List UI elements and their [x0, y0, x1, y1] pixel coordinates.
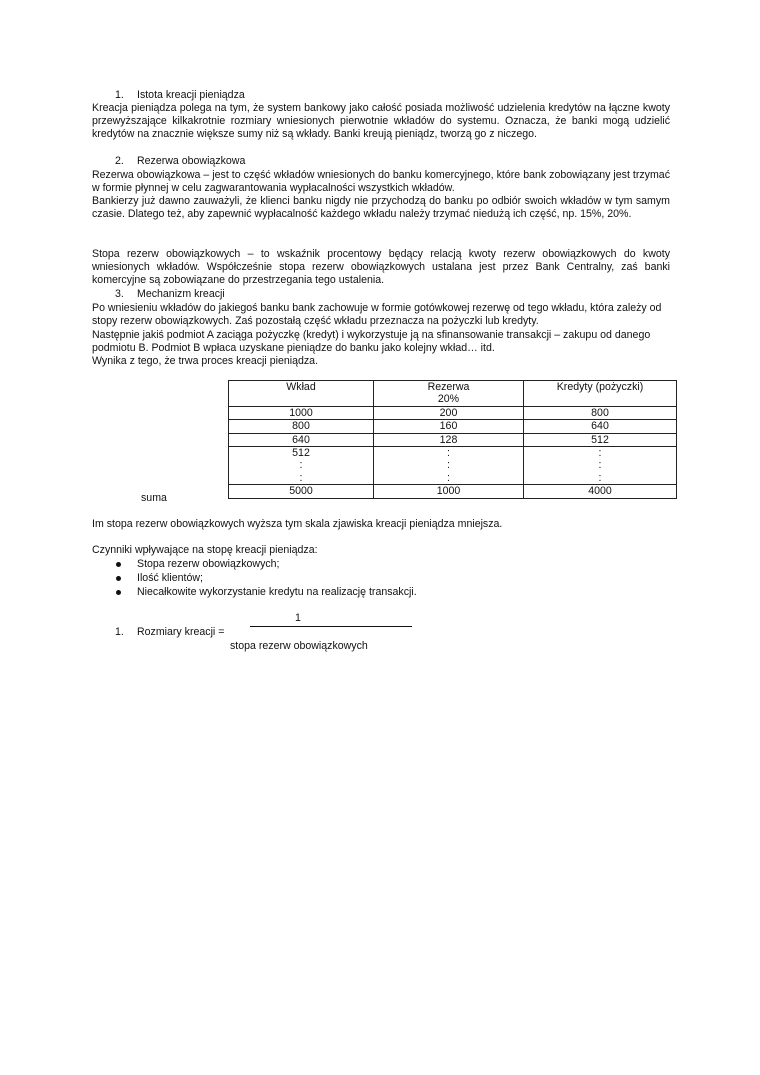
formula-numerator: 1 — [295, 612, 301, 624]
fraction-bar — [250, 626, 412, 627]
list-item: Niecałkowite wykorzystanie kredytu na realizację transakcji. — [115, 585, 417, 599]
reserve-rate-paragraph: Stopa rezerw obowiązkowych – to wskaźnik procentowy będący relacją kwoty rezerw obowiązkowych do kwoty wniesionych wkładów. Współcześnie stopa rezerw obowiązkowych ustalana jest przez Bank Centralny, zaś banki komercyjne są zobowiązane do przestrzegania tego ustalenia. — [92, 248, 670, 287]
section-1-heading: 1. Istota kreacji pieniądza — [115, 89, 245, 101]
table-continuation-row: : : : — [229, 472, 677, 485]
bankers-paragraph: Bankierzy już dawno zauważyli, że klienci banku nigdy nie przychodzą do banku po odbiór swoich wkładów w tym samym czasie. Dlatego też, aby zapewnić wypłacalność każdego wkładu należy trzymać niedużą ich część, np. 15%, 20%. — [92, 195, 670, 221]
table-sum-row: 5000 1000 4000 — [229, 485, 677, 498]
table-header-subrow — [229, 393, 677, 406]
reserve-definition: Rezerwa obowiązkowa – jest to część wkładów wniesionych do banku komercyjnego, które bank zobowiązany jest trzymać w formie płynnej w celu zagwarantowania wypłacalności wszystkich wkładów. — [92, 169, 670, 195]
table-row: 1000 200 800 — [229, 406, 677, 419]
table-row: 512 : : — [229, 447, 677, 460]
bullet-icon — [116, 562, 121, 567]
conclusion-sentence: Im stopa rezerw obowiązkowych wyższa tym skala zjawiska kreacji pieniądza mniejsza. — [92, 518, 503, 530]
list-item: Stopa rezerw obowiązkowych; — [115, 557, 417, 571]
header-cell: Kredyty (pożyczki) — [524, 381, 677, 394]
factors-list — [115, 557, 417, 600]
mechanism-paragraph-1: Po wniesieniu wkładów do jakiegoś banku bank zachowuje w formie gotówkowej rezerwę od tego wkładu, która zależy od stopy rezerw obowiązkowych. Zaś pozostałą część wkładu przeznacza na pożyczki lub kredyty. — [92, 302, 662, 328]
money-creation-table — [228, 380, 677, 499]
table-continuation-row: : : : — [229, 459, 677, 471]
factors-intro: Czynniki wpływające na stopę kreacji pieniądza: — [92, 544, 318, 556]
formula-label: Rozmiary kreacji = — [137, 626, 225, 638]
header-cell: Wkład — [229, 381, 374, 394]
list-item: Ilość klientów; — [115, 571, 417, 585]
section-3-heading: 3. Mechanizm kreacji — [115, 288, 225, 300]
header-subcell: 20% — [374, 393, 524, 406]
header-cell: Rezerwa — [374, 381, 524, 394]
formula-number: 1. — [115, 626, 124, 638]
mechanism-conclusion: Wynika z tego, że trwa proces kreacji pieniądza. — [92, 355, 319, 367]
section-1-body: Kreacja pieniądza polega na tym, że system bankowy jako całość posiada możliwość udzielenia kredytów na łączne kwoty przewyższające kilkakrotnie rozmiary wniesionych pierwotnie wkładów do systemu. Oznacza, że banki mogą udzielić kredytów na znacznie większe sumy niż są wkłady. Banki kreują pieniądz, tworzą go z niczego. — [92, 102, 670, 141]
table-header-row — [229, 381, 677, 394]
table-row: 800 160 640 — [229, 420, 677, 433]
mechanism-paragraph-2: Następnie jakiś podmiot A zaciąga pożyczkę (kredyt) i wykorzystuje ją na sfinansowanie transakcji – zakupu od danego podmiotu B. Podmiot B wpłaca uzyskane pieniądze do banku jako kolejny wkład… itd. — [92, 329, 651, 355]
formula-denominator: stopa rezerw obowiązkowych — [230, 640, 368, 652]
bullet-icon — [116, 576, 121, 581]
table-row: 640 128 512 — [229, 433, 677, 446]
bullet-icon — [116, 590, 121, 595]
section-2-heading: 2. Rezerwa obowiązkowa — [115, 155, 246, 167]
sum-label: suma — [141, 492, 167, 504]
